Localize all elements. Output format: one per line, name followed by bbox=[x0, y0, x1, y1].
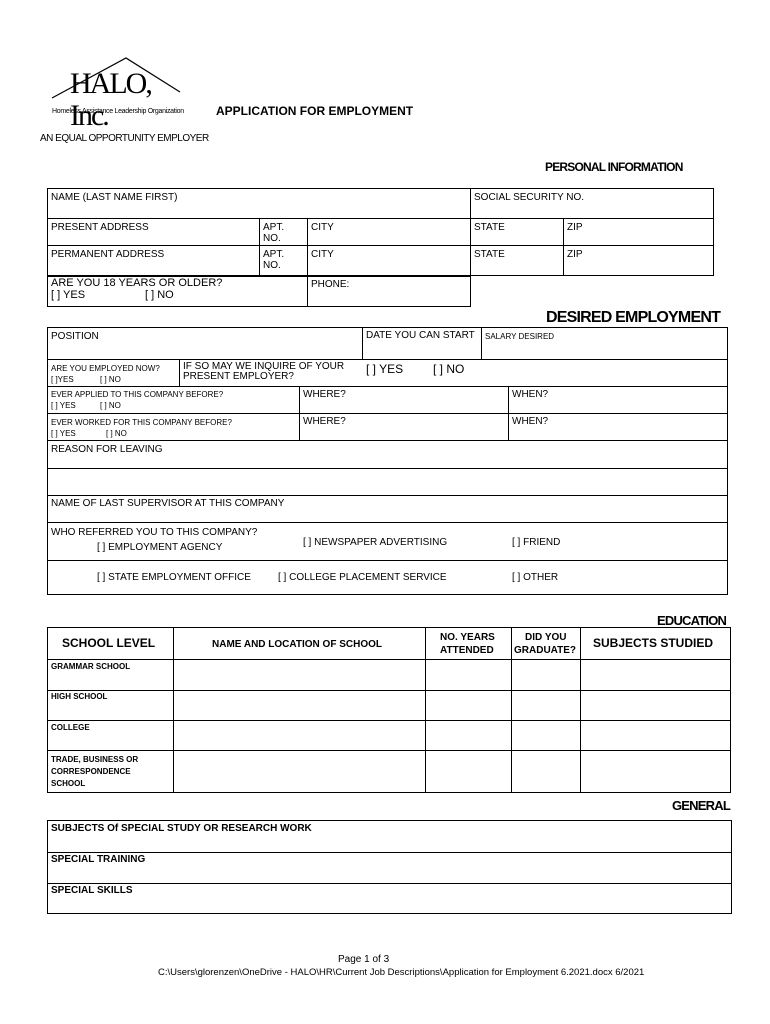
special-study-label: SUBJECTS Of SPECIAL STUDY OR RESEARCH WORK bbox=[51, 823, 312, 834]
inquire-yes-checkbox[interactable]: [ ] YES bbox=[366, 362, 404, 376]
row-high-school: HIGH SCHOOL bbox=[51, 692, 108, 701]
age-question: ARE YOU 18 YEARS OR OLDER? bbox=[51, 277, 223, 289]
form-title: APPLICATION FOR EMPLOYMENT bbox=[216, 104, 414, 118]
row-college: COLLEGE bbox=[51, 723, 90, 732]
desired-employment-heading: DESIRED EMPLOYMENT bbox=[546, 309, 721, 326]
zip-label: ZIP bbox=[567, 249, 583, 260]
col-school-level: SCHOOL LEVEL bbox=[62, 636, 156, 650]
file-path: C:\Users\glorenzen\OneDrive - HALO\HR\Current Job Descriptions\Application for Employment 6.2021.docx 6/2021 bbox=[158, 967, 645, 978]
special-skills-label: SPECIAL SKILLS bbox=[51, 885, 133, 896]
ref-other-checkbox[interactable]: [ ] OTHER bbox=[512, 572, 559, 583]
ssn-label: SOCIAL SECURITY NO. bbox=[474, 192, 585, 203]
row-trade-school-3: SCHOOL bbox=[51, 779, 86, 788]
ref-agency-checkbox[interactable]: [ ] EMPLOYMENT AGENCY bbox=[97, 542, 223, 553]
phone-label: PHONE: bbox=[311, 279, 350, 290]
col-years-attended: NO. YEARS bbox=[440, 632, 495, 643]
logo-wordmark: HALO, Inc. bbox=[70, 67, 151, 132]
city-label: CITY bbox=[311, 249, 334, 260]
date-start-label: DATE YOU CAN START bbox=[366, 330, 475, 341]
when-label: WHEN? bbox=[512, 389, 549, 400]
col-graduate-2: GRADUATE? bbox=[514, 645, 577, 656]
applied-yes-checkbox[interactable]: [ ] YES bbox=[51, 401, 76, 410]
applied-no-checkbox[interactable]: [ ] NO bbox=[100, 401, 121, 410]
supervisor-label: NAME OF LAST SUPERVISOR AT THIS COMPANY bbox=[51, 498, 285, 509]
apt-label: APT. bbox=[263, 222, 285, 233]
row-grammar-school: GRAMMAR SCHOOL bbox=[51, 662, 131, 671]
page-number: Page 1 of 3 bbox=[338, 954, 390, 965]
worked-no-checkbox[interactable]: [ ] NO bbox=[106, 429, 127, 438]
reason-leaving-label: REASON FOR LEAVING bbox=[51, 444, 163, 455]
age-no-checkbox[interactable]: [ ] NO bbox=[145, 289, 174, 301]
employed-no-checkbox[interactable]: [ ] NO bbox=[100, 375, 121, 384]
referred-label: WHO REFERRED YOU TO THIS COMPANY? bbox=[51, 527, 258, 538]
worked-yes-checkbox[interactable]: [ ] YES bbox=[51, 429, 76, 438]
where-label: WHERE? bbox=[303, 416, 346, 427]
employed-yes-checkbox[interactable]: [ ]YES bbox=[51, 375, 74, 384]
col-years-attended-2: ATTENDED bbox=[440, 645, 494, 656]
education-heading: EDUCATION bbox=[657, 613, 727, 628]
inquire-label-2: PRESENT EMPLOYER? bbox=[183, 371, 294, 382]
applied-before-label: EVER APPLIED TO THIS COMPANY BEFORE? bbox=[51, 390, 224, 399]
state-label: STATE bbox=[474, 222, 505, 233]
inquire-no-checkbox[interactable]: [ ] NO bbox=[433, 362, 465, 376]
special-training-label: SPECIAL TRAINING bbox=[51, 854, 146, 865]
personal-info-heading: PERSONAL INFORMATION bbox=[545, 160, 683, 174]
when-label: WHEN? bbox=[512, 416, 549, 427]
col-subjects: SUBJECTS STUDIED bbox=[593, 636, 714, 650]
worked-before-label: EVER WORKED FOR THIS COMPANY BEFORE? bbox=[51, 418, 232, 427]
row-trade-school: TRADE, BUSINESS OR bbox=[51, 755, 139, 764]
permanent-address-label: PERMANENT ADDRESS bbox=[51, 249, 165, 260]
general-heading: GENERAL bbox=[672, 798, 730, 813]
where-label: WHERE? bbox=[303, 389, 346, 400]
ref-newspaper-checkbox[interactable]: [ ] NEWSPAPER ADVERTISING bbox=[303, 537, 448, 548]
apt-label: APT. bbox=[263, 249, 285, 260]
zip-label: ZIP bbox=[567, 222, 583, 233]
apt-no-label: NO. bbox=[263, 233, 281, 244]
position-label: POSITION bbox=[51, 331, 99, 342]
ref-college-checkbox[interactable]: [ ] COLLEGE PLACEMENT SERVICE bbox=[278, 572, 447, 583]
halo-logo bbox=[48, 50, 188, 132]
ref-state-office-checkbox[interactable]: [ ] STATE EMPLOYMENT OFFICE bbox=[97, 572, 251, 583]
employed-now-label: ARE YOU EMPLOYED NOW? bbox=[51, 364, 160, 373]
present-address-label: PRESENT ADDRESS bbox=[51, 222, 149, 233]
row-trade-school-2: CORRESPONDENCE bbox=[51, 767, 131, 776]
age-yes-checkbox[interactable]: [ ] YES bbox=[51, 289, 86, 301]
equal-opportunity-note: AN EQUAL OPPORTUNITY EMPLOYER bbox=[40, 133, 209, 144]
city-label: CITY bbox=[311, 222, 334, 233]
logo-tagline: Homeless Assistance Leadership Organization bbox=[52, 108, 184, 115]
ref-friend-checkbox[interactable]: [ ] FRIEND bbox=[512, 537, 561, 548]
col-school-name: NAME AND LOCATION OF SCHOOL bbox=[212, 639, 382, 650]
apt-no-label: NO. bbox=[263, 260, 281, 271]
col-graduate: DID YOU bbox=[525, 632, 567, 643]
inquire-label: IF SO MAY WE INQUIRE OF YOUR bbox=[183, 361, 345, 372]
name-label: NAME (LAST NAME FIRST) bbox=[51, 192, 178, 203]
salary-label: SALARY DESIRED bbox=[485, 332, 555, 341]
state-label: STATE bbox=[474, 249, 505, 260]
